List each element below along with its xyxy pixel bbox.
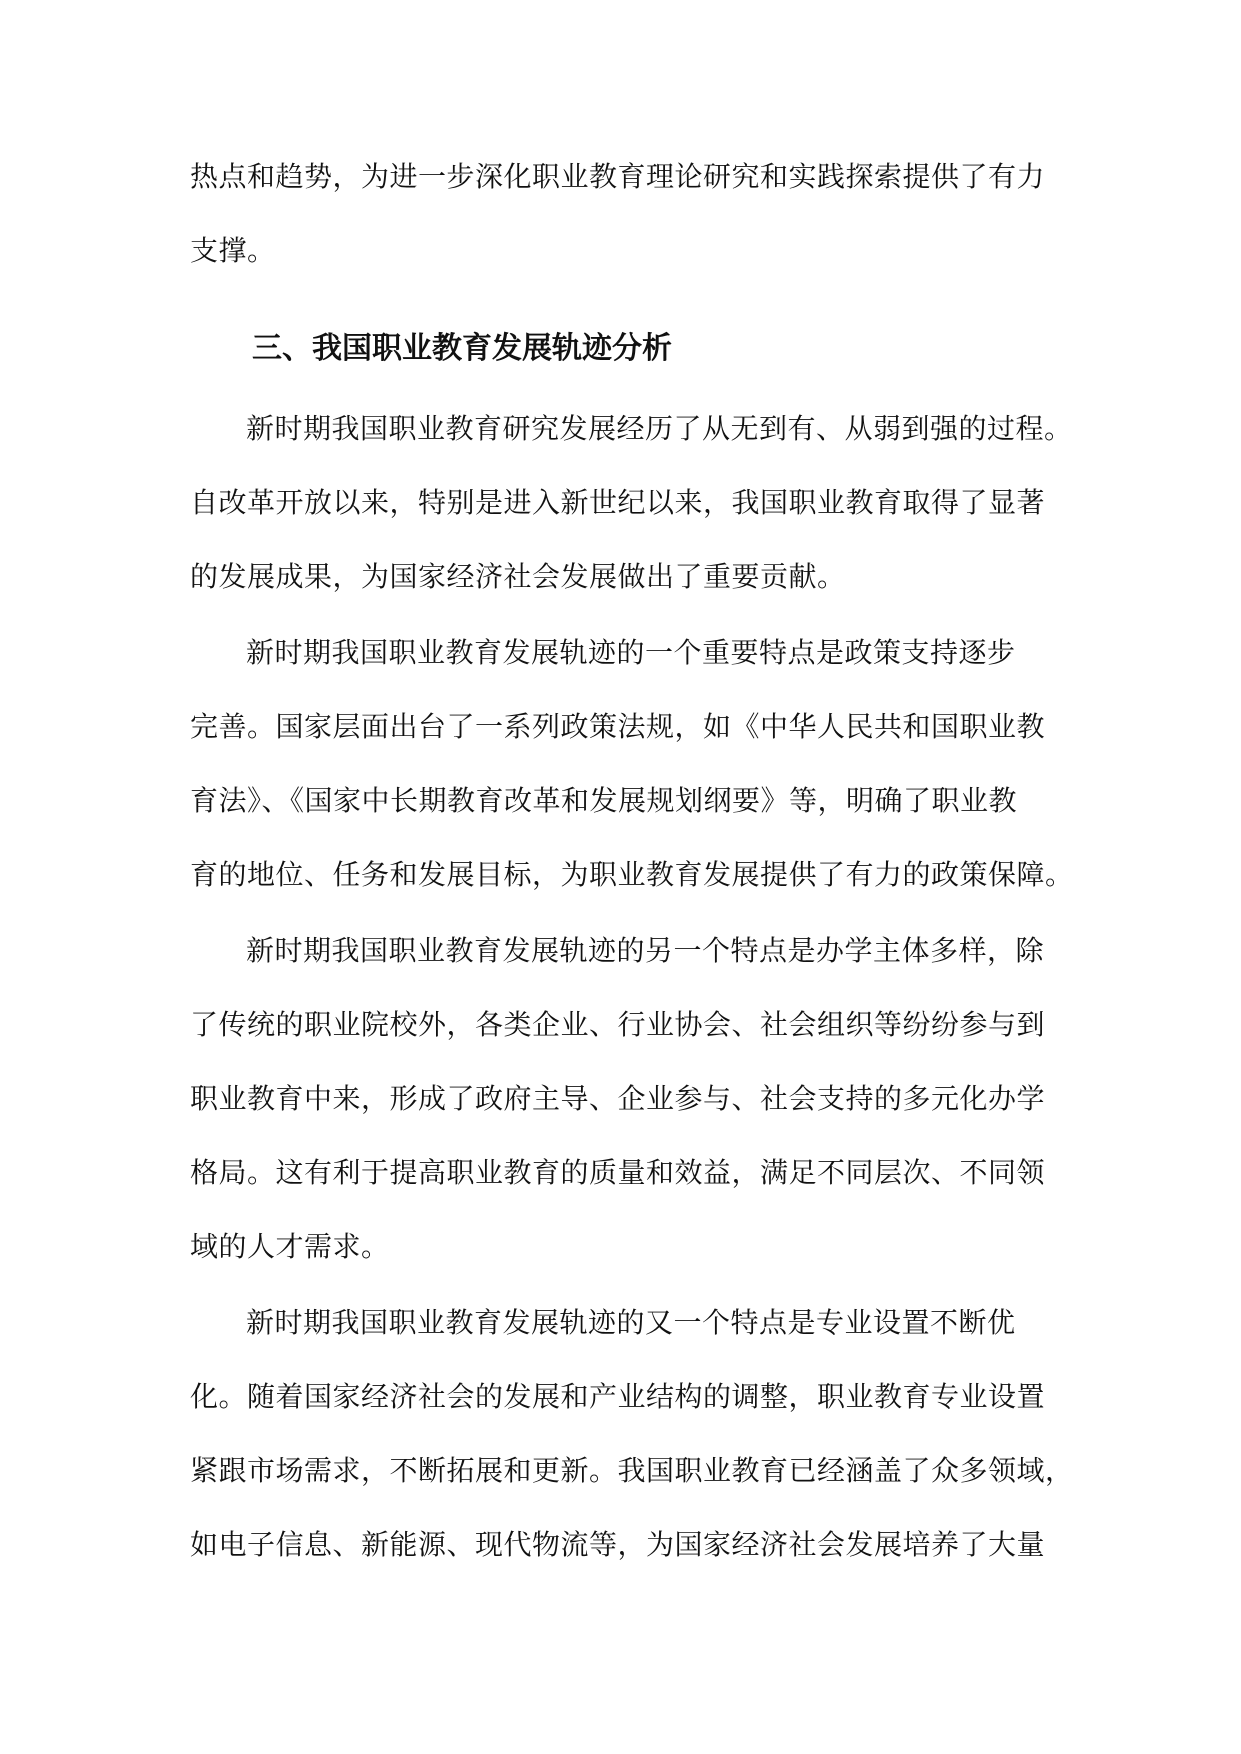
paragraph-line: 格局。这有利于提高职业教育的质量和效益，满足不同层次、不同领 bbox=[190, 1156, 1046, 1189]
paragraph-2 bbox=[190, 616, 1074, 912]
paragraph-4 bbox=[190, 1286, 1074, 1582]
paragraph-line: 如电子信息、新能源、现代物流等，为国家经济社会发展培养了大量 bbox=[190, 1528, 1046, 1561]
paragraph-line: 的发展成果，为国家经济社会发展做出了重要贡献。 bbox=[190, 560, 846, 593]
paragraph-line: 热点和趋势，为进一步深化职业教育理论研究和实践探索提供了有力 bbox=[190, 160, 1046, 193]
paragraph-line: 了传统的职业院校外，各类企业、行业协会、社会组织等纷纷参与到 bbox=[190, 1008, 1046, 1041]
paragraph-1 bbox=[190, 392, 1073, 614]
paragraph-line: 完善。国家层面出台了一系列政策法规，如《中华人民共和国职业教 bbox=[190, 710, 1046, 743]
paragraph-line: 育的地位、任务和发展目标，为职业教育发展提供了有力的政策保障。 bbox=[190, 858, 1074, 891]
paragraph-line: 自改革开放以来，特别是进入新世纪以来，我国职业教育取得了显著 bbox=[190, 486, 1046, 519]
paragraph-line: 新时期我国职业教育发展轨迹的一个重要特点是政策支持逐步 bbox=[246, 636, 1016, 669]
paragraph-3 bbox=[190, 914, 1050, 1284]
paragraph-line: 紧跟市场需求，不断拓展和更新。我国职业教育已经涵盖了众多领域， bbox=[190, 1454, 1074, 1487]
paragraph-line: 化。随着国家经济社会的发展和产业结构的调整，职业教育专业设置 bbox=[190, 1380, 1046, 1413]
document-body bbox=[190, 140, 1074, 1582]
paragraph-line: 职业教育中来，形成了政府主导、企业参与、社会支持的多元化办学 bbox=[190, 1082, 1046, 1115]
paragraph-line: 支撑。 bbox=[190, 234, 276, 267]
paragraph-line: 新时期我国职业教育研究发展经历了从无到有、从弱到强的过程。 bbox=[246, 412, 1073, 445]
paragraph-line: 新时期我国职业教育发展轨迹的另一个特点是办学主体多样，除 bbox=[246, 934, 1045, 967]
paragraph-line: 育法》、《国家中长期教育改革和发展规划纲要》等，明确了职业教 bbox=[190, 784, 1018, 817]
paragraph-line: 新时期我国职业教育发展轨迹的又一个特点是专业设置不断优 bbox=[246, 1306, 1016, 1339]
paragraph-line: 域的人才需求。 bbox=[190, 1230, 390, 1263]
opening-paragraph bbox=[190, 140, 1050, 288]
section-heading: 三、我国职业教育发展轨迹分析 bbox=[252, 331, 672, 366]
